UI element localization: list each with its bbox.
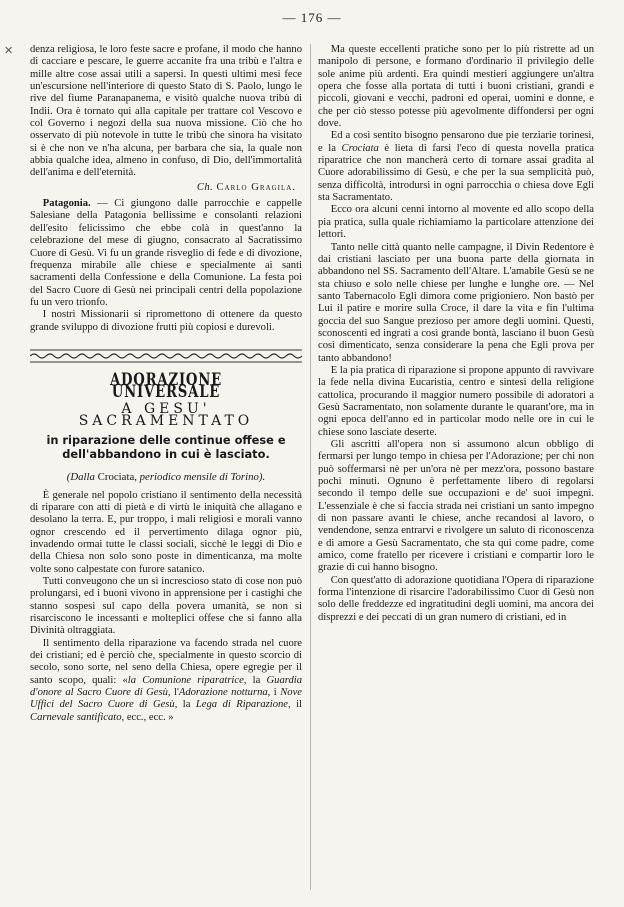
paragraph-body-3: [30, 638, 302, 724]
right-column: [318, 44, 594, 624]
body3-italic-2: Guardia d'onore al Sacro Cuore di Gesù: [30, 674, 303, 699]
body3-text-b: , la: [243, 674, 267, 686]
body3-italic-5: Lega di Riparazione: [195, 699, 289, 711]
article-heading: ADORAZIONE UNIVERSALE: [109, 369, 223, 403]
paragraph-patagonia: [30, 198, 302, 309]
paragraph-intro: denza religiosa, le loro feste sacre e profane, il modo che hanno di cacciare e pescare, le guerre accanite fra una tribù e l'altra e mille altre cose assai utili a sapersi. In questi ultimi mesi fece un'escursione nell'interiore di questo Stato di S. Paolo, lungo le rive del fiume Paranapanema, e visitò qualche nuova tribù di Indii. Ora è tornato qui alla capitale per trattare col Vescovo e col Governo i negozi della sua nuova missione. Ciò che ho osservato di più notevole in tutte le tribù che sinora ha visitato si è che non ve n'ha alcuna, per barbara che sia, la quale non abbia qualche idea, almeno in confuso, di Dio, dell'immortalità dell'anima e dell'eternità.: [30, 44, 302, 179]
r2-text-b: è lieta di farsi l'eco di questa novella pratica riparatrice che non mancherà certo di tornare assai gradita al Cuore adorabilissimo di Gesù, e che per la sua semplicità può, senza difficoltà, introdursi in ogni parrocchia o chiesa dove Egli sta Sacramentato.: [318, 142, 594, 204]
paragraph-right-6: Gli ascritti all'opera non si assumono alcun obbligo di fermarsi per lungo tempo in chiesa per l'Adorazione; per chi non può soffermarsi nè per un'ora nè per mezz'ora, possono bastare pochi minuti. Ognuno è perfettamente libero di regolarsi secondo il tempo delle sue occupazioni e de' suoi impegni. L'essenziale è che si faccia strada nei cristiani un santo impegno di non passare avanti le chiese, anche recandosi al lavoro, o vendendone, senza entrarvi e rivolgere un saluto di riconoscenza e di amore a Gesù Sacramentato, che sta qui come padre, come amico, come fratello per ricevere i cristiani e compartir loro le grazie di cui hanno bisogno.: [318, 439, 594, 574]
article-subheading: A GESU' SACRAMENTATO: [78, 400, 254, 429]
r2-italic: Crociata: [341, 142, 379, 154]
article-description: in riparazione delle continue offese e dell'abbandono in cui è lasciato.: [46, 433, 286, 462]
body3-text-c: , l': [167, 687, 179, 699]
paragraph-right-5: E la pia pratica di riparazione si propone appunto di ravvivare la fede nella divina Eucaristia, centro e sintesi della religione cattolica, procurando il maggior numero possibile di adoratori a Gesù Sacramentato, non solamente durante le quarant'ore, ma in ogni epoca dell'anno ed in particolar modo nelle ore in cui le chiese sono lasciate deserte.: [318, 364, 594, 438]
article-source: [30, 471, 302, 483]
paragraph-right-3: Ecco ora alcuni cenni intorno al movente ed allo scopo della pia pratica, sulla quale richiamiamo la particolare attenzione dei lettori.: [318, 204, 594, 241]
paragraph-right-4: Tanto nelle città quanto nelle campagne, il Divin Redentore è dai cristiani lasciato per una buona parte della giornata in abbandono nel SS. Sacramento dell'Altare. L'amabile Gesù se ne sta chiuso e solo nelle chiese per lunghe e lunghe ore. — Nel santo Tabernacolo Egli dimora come prigioniero. Non bastò per Lui il patire e morire sulla Croce, il dare la vita e fin l'ultima goccia del suo Sangue prezioso per amore degli uomini. Questi, sconoscenti ed ingrati a così grande bontà, lasciano il buon Gesù così dimenticato, senza considerare la pena che Egli prova per tanto abbandono!: [318, 241, 594, 364]
body3-italic-6: Carnevale santificato: [30, 711, 122, 723]
body3-text-a: Il sentimento della riparazione va facendo strada nel cuore dei cristiani; ed è perciò che, specialmente in questo scorcio di secolo, sono sorte, nel seno della Chiesa, opere egregie per il santo scopo, quali: «: [30, 637, 302, 686]
left-column: [30, 44, 302, 724]
body3-text-d: , i: [267, 687, 281, 699]
patagonia-text: — Ci giungono dalle parrocchie e cappelle Salesiane della Patagonia bellissime e consolanti relazioni dell'esito felicissimo che ebbe colà in quest'anno la celebrazione del mese di giugno, consacrato al Sacratissimo Cuore di Gesù. Vi fu un grande risveglio di fede e di divozione, frequenza mirabile alle chiese e specialmente ai santi sacramenti della Confessione e della Comunione. La festa poi del Sacro Cuore di Gesù nei principali centri della popolazione fu un vero trionfo.: [30, 198, 302, 308]
body3-italic-1: la Comunione riparatrice: [127, 674, 244, 686]
body3-text-g: , ecc., ecc. »: [121, 711, 174, 723]
paragraph-body-1: È generale nel popolo cristiano il sentimento della necessità di riparare con atti di pietà e di virtù le iniquità che allagano e desolano la terra. E, pur troppo, i mali religiosi e morali vanno ognor crescendo ed il pervertimento dilaga ognor più, invadendo ormai tutte le classi sociali, sicchè le leggi di Dio e della Chiesa non solo sono poste in dimenticanza, ma molte volte sono calpestate con furore satanico.: [30, 489, 302, 575]
paragraph-right-1: Ma queste eccellenti pratiche sono per lo più ristrette ad un manipolo di persone, e formano d'ordinario il privilegio delle sole anime più ardenti. Era quindi mestieri aggiungere un'altra opera che fosse alla portata di tutti i buoni cristiani, grandi e piccoli, giovani e vecchi, padroni ed operai, uomini e donne, e che per ciò stesso potesse più agevolmente diffondersi per ogni dove.: [318, 44, 594, 130]
paragraph-body-2: Tutti conveugono che un sì increscioso stato di cose non può prolungarsi, ed i buoni vivono in apprensione per i castighi che stanno sospesi sul capo della povera umanità, se non si risarciscono le incessanti e molteplici offese che si fanno alla Divinità oltraggiata.: [30, 576, 302, 637]
body3-italic-3: Adorazione notturna: [178, 687, 268, 699]
paragraph-right-2: [318, 130, 594, 204]
signature: [30, 182, 296, 194]
source-prefix: (Dalla: [66, 471, 95, 484]
paragraph-right-7: Con quest'atto di adorazione quotidiana l'Opera di riparazione forma l'intenzione di risarcire l'adorabilissimo Cuor di Gesù non solo delle freddezze ed ingratitudini degli uomini, ma ancora dei disprezzi e dei peccati di un gran numero di cristiani, ed in: [318, 574, 594, 623]
paragraph-missionaries: I nostri Missionarii si ripromettono di ottenere da questo grande sviluppo di divozione frutti più copiosi e durevoli.: [30, 309, 302, 333]
signature-name: Carlo Gragila.: [216, 181, 296, 193]
source-periodical: Crociata,: [97, 471, 137, 484]
source-suffix: periodico mensile di Torino).: [139, 471, 266, 484]
r2-text-a: Ed a così sentito bisogno pensarono due pie terziarie torinesi, e la: [318, 130, 594, 154]
page-number: — 176 —: [282, 10, 342, 25]
patagonia-title: Patagonia.: [42, 198, 91, 210]
column-divider: [310, 44, 311, 890]
body3-text-e: , la: [174, 699, 196, 711]
signature-prefix: Ch.: [196, 181, 214, 193]
body3-text-f: , il: [288, 699, 302, 711]
margin-mark: ✕: [4, 44, 14, 57]
ornamental-divider: [30, 348, 302, 364]
body3-italic-4: Nove Uffici del Sacro Cuore di Gesù: [30, 687, 302, 711]
